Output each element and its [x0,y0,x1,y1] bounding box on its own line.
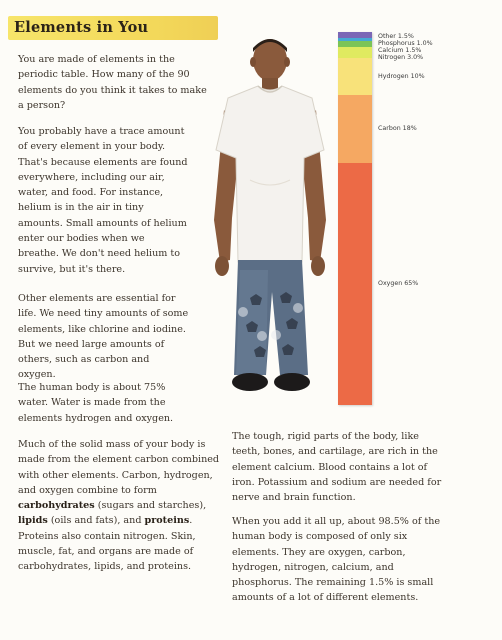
summary-paragraph: When you add it all up, about 98.5% of the human body is composed of only six elements. They are oxygen, carbon, hydrogen, nitrogen, calcium, and phosphorus. The remaining 1.5% is small amounts of a lot of different elements. [232,516,441,604]
carbon-text-a: Much of the solid mass of your body is made from the element carbon combined with other elements. Carbon, hydrogen, and oxygen combine to form [18,439,220,496]
composition-label: Other 1.5% [378,33,414,40]
composition-label: Phosphorus 1.0% [378,40,433,47]
composition-label: Oxygen 65% [378,279,419,287]
trace-elements-paragraph: You probably have a trace amount of every element in your body. That's because elements are found everywhere, including our air, water, and food. For instance, helium is in the air in tiny amounts. Small amounts of helium enter our bodies when we breathe. We don't need helium to survive, but it's there. [18,126,188,275]
composition-label: Calcium 1.5% [378,47,422,54]
term-proteins: proteins [144,515,190,527]
body-composition-bar [338,32,372,405]
calcium-paragraph: The tough, rigid parts of the body, like teeth, bones, and cartilage, are rich in the element calcium. Blood contains a lot of iron. Potassium and sodium are needed for nerve and brain function. [232,431,442,504]
carbon-text-d: . Proteins also contain nitrogen. Skin, muscle, fat, and organs are made of carbohydrates, lipids, and proteins. [18,515,196,573]
composition-label: Nitrogen 3.0% [378,54,424,61]
composition-segment [338,163,372,405]
person-photo [210,30,330,410]
composition-segment [338,58,372,95]
carbon-text-c: (oils and fats), and [47,515,145,527]
essential-elements-paragraph: Other elements are essential for life. We need tiny amounts of some elements, like chlorine and iodine. But we need large amounts of others, such as carbon and oxygen. [18,293,189,381]
composition-segment [338,95,372,162]
water-paragraph: The human body is about 75% water. Water is made from the elements hydrogen and oxygen. [18,382,174,424]
composition-label: Hydrogen 10% [378,72,425,80]
composition-label: Carbon 18% [378,124,417,132]
carbon-paragraph [18,437,230,575]
carbon-text-b: (sugars and starches), [94,500,207,512]
intro-paragraph: You are made of elements in the periodic table. How many of the 90 elements do you think it takes to make a person? [18,54,207,111]
page-title: Elements in You [14,19,149,36]
composition-segment [338,47,372,58]
term-carbohydrates: carbohydrates [18,500,95,512]
term-lipids: lipids [18,515,48,527]
